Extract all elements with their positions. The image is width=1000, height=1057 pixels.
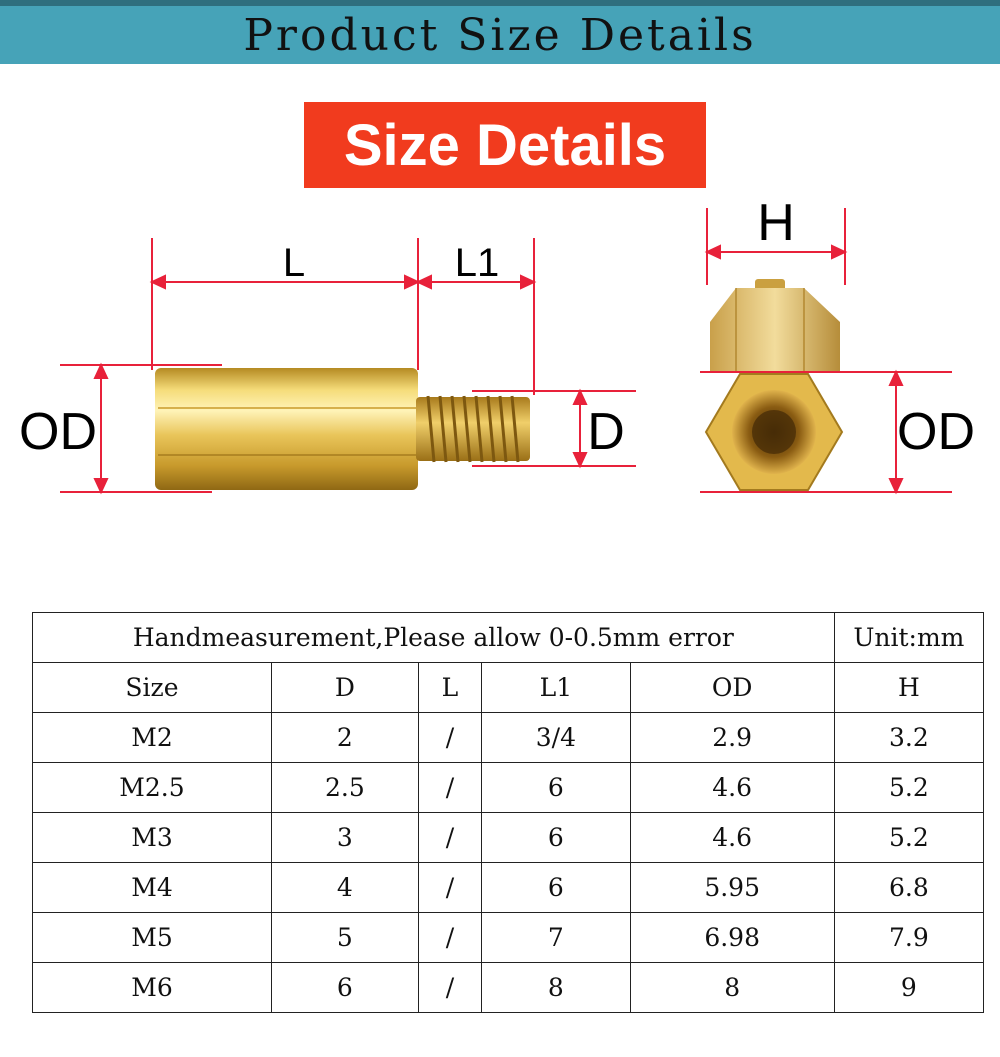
table-row	[33, 763, 984, 813]
cell-od: 4.6	[630, 763, 834, 813]
cell-od: 8	[630, 963, 834, 1013]
unit-label: Unit:mm	[834, 613, 983, 663]
cell-h: 9	[834, 963, 983, 1013]
dim-label-OD-side: OD	[19, 403, 97, 461]
header-od: OD	[630, 663, 834, 713]
table-header-row	[33, 663, 984, 713]
cell-d: 6	[271, 963, 418, 1013]
header-h: H	[834, 663, 983, 713]
cell-od: 2.9	[630, 713, 834, 763]
header-l1: L1	[482, 663, 630, 713]
cell-l: /	[418, 713, 481, 763]
cell-d: 5	[271, 913, 418, 963]
cell-h: 3.2	[834, 713, 983, 763]
cell-od: 4.6	[630, 813, 834, 863]
table-row	[33, 963, 984, 1013]
measurement-note: Handmeasurement,Please allow 0-0.5mm error	[33, 613, 835, 663]
cell-l1: 6	[482, 813, 630, 863]
cell-size: M3	[33, 813, 272, 863]
table-row	[33, 713, 984, 763]
cell-l: /	[418, 813, 481, 863]
dim-label-H: H	[757, 194, 795, 252]
cell-h: 6.8	[834, 863, 983, 913]
cell-l1: 6	[482, 763, 630, 813]
table-row	[33, 913, 984, 963]
cell-d: 2	[271, 713, 418, 763]
dim-label-OD-end: OD	[897, 403, 975, 461]
cell-l1: 8	[482, 963, 630, 1013]
cell-l: /	[418, 763, 481, 813]
dim-label-D: D	[587, 403, 625, 461]
cell-d: 4	[271, 863, 418, 913]
table-note-row	[33, 613, 984, 663]
cell-l: /	[418, 863, 481, 913]
table-row	[33, 863, 984, 913]
header-size: Size	[33, 663, 272, 713]
side-view-standoff	[155, 368, 530, 490]
header-l: L	[418, 663, 481, 713]
cell-l1: 7	[482, 913, 630, 963]
cell-h: 7.9	[834, 913, 983, 963]
dim-label-L1: L1	[454, 241, 500, 285]
cell-h: 5.2	[834, 763, 983, 813]
cell-od: 6.98	[630, 913, 834, 963]
page-title: Product Size Details	[243, 9, 757, 61]
cell-d: 2.5	[271, 763, 418, 813]
cell-d: 3	[271, 813, 418, 863]
cell-l: /	[418, 963, 481, 1013]
cell-size: M6	[33, 963, 272, 1013]
cell-l: /	[418, 913, 481, 963]
cell-od: 5.95	[630, 863, 834, 913]
cell-l1: 6	[482, 863, 630, 913]
cell-size: M2	[33, 713, 272, 763]
cell-size: M4	[33, 863, 272, 913]
dim-label-L: L	[282, 241, 306, 285]
end-view-standoff	[706, 279, 842, 490]
badge-label: Size Details	[343, 112, 667, 178]
size-spec-table	[32, 612, 984, 1013]
cell-size: M2.5	[33, 763, 272, 813]
table-row	[33, 813, 984, 863]
cell-h: 5.2	[834, 813, 983, 863]
cell-l1: 3/4	[482, 713, 630, 763]
header-d: D	[271, 663, 418, 713]
cell-size: M5	[33, 913, 272, 963]
